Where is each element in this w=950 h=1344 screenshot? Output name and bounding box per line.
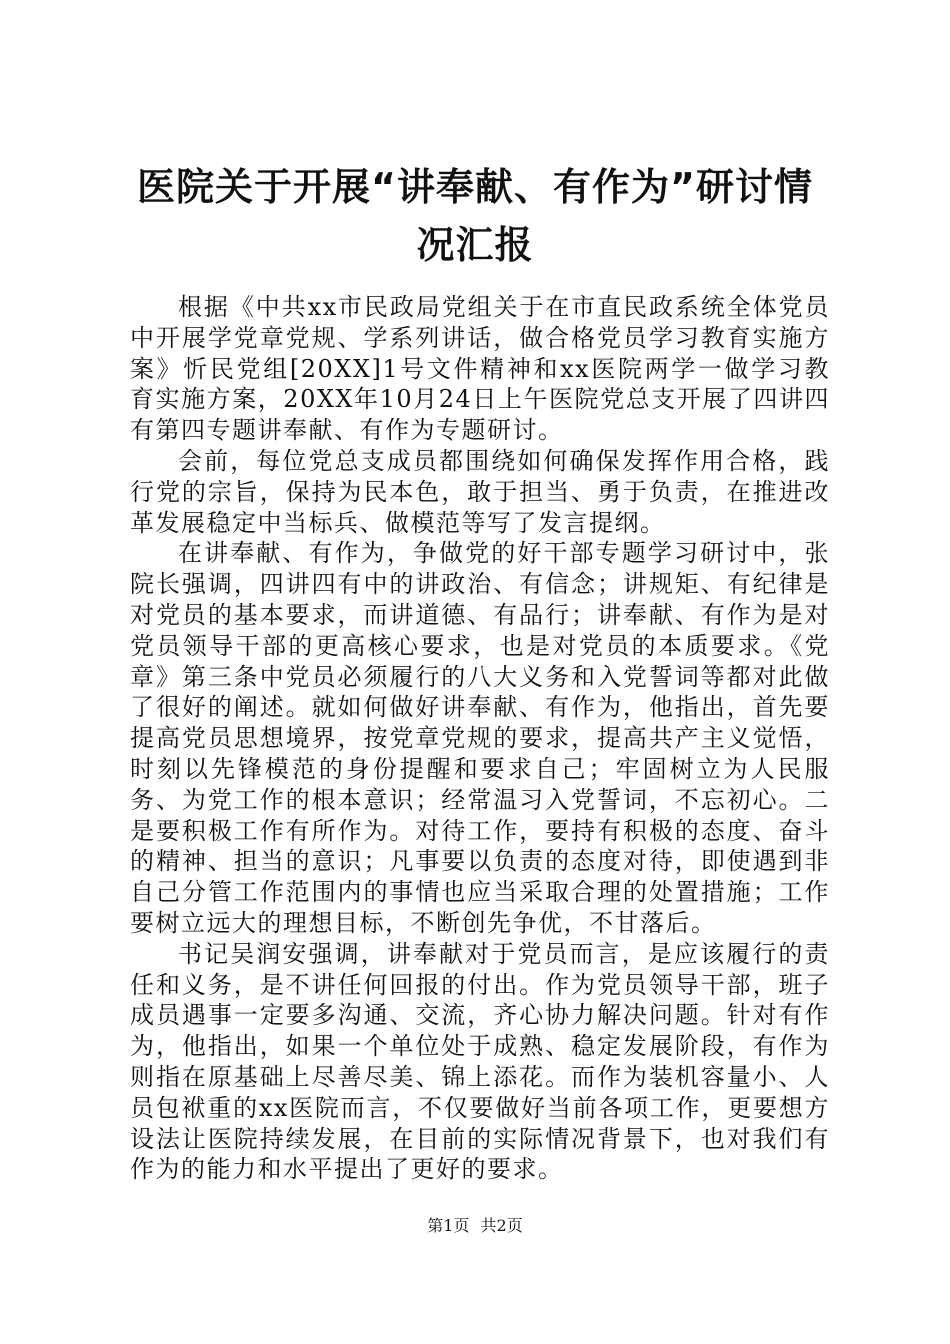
page-number-current: 第1页 xyxy=(427,1216,470,1235)
paragraph-3: 在讲奉献、有作为，争做党的好干部专题学习研讨中，张院长强调，四讲四有中的讲政治、有信念；讲规矩、有纪律是对党员的基本要求，而讲道德、有品行；讲奉献、有作为是对党员领导干部的更高核心要求，也是对党员的本质要求。《党章》第三条中党员必须履行的八大义务和入党誓词等都对此做了很好的阐述。就如何做好讲奉献、有作为，他指出，首先要提高党员思想境界，按党章党规的要求，提高共产主义觉悟，时刻以先锋模范的身份提醒和要求自己；牢固树立为人民服务、为党工作的根本意识；经常温习入党誓词，不忘初心。二是要积极工作有所作为。对待工作，要持有积极的态度、奋斗的精神、担当的意识；凡事要以负责的态度对待，即使遇到非自己分管工作范围内的事情也应当采取合理的处置措施；工作要树立远大的理想目标，不断创先争优，不甘落后。 xyxy=(130,539,830,937)
document-title: 医院关于开展“讲奉献、有作为”研讨情况汇报 xyxy=(137,165,813,267)
page-number-total: 共2页 xyxy=(480,1216,523,1235)
paragraph-1: 根据《中共xx市民政局党组关于在市直民政系统全体党员中开展学党章党规、学系列讲话，做合格党员学习教育实施方案》忻民党组[20XX]1号文件精神和xx医院两学一做学习教育实施方案，20XX年10月24日上午医院党总支开展了四讲四有第四专题讲奉献、有作为专题研讨。 xyxy=(130,293,830,445)
page-footer xyxy=(0,1215,950,1237)
document-body xyxy=(130,292,830,1185)
paragraph-4: 书记吴润安强调，讲奉献对于党员而言，是应该履行的责任和义务，是不讲任何回报的付出。作为党员领导干部，班子成员遇事一定要多沟通、交流，齐心协力解决问题。针对有作为，他指出，如果一个单位处于成熟、稳定发展阶段，有作为则指在原基础上尽善尽美、锦上添花。而作为装机容量小、人员包袱重的xx医院而言，不仅要做好当前各项工作，更要想方设法让医院持续发展，在目前的实际情况背景下，也对我们有作为的能力和水平提出了更好的要求。 xyxy=(130,939,830,1184)
paragraph-2: 会前，每位党总支成员都围绕如何确保发挥作用合格，践行党的宗旨，保持为民本色，敢于担当、勇于负责，在推进改革发展稳定中当标兵、做模范等写了发言提纲。 xyxy=(130,446,830,537)
